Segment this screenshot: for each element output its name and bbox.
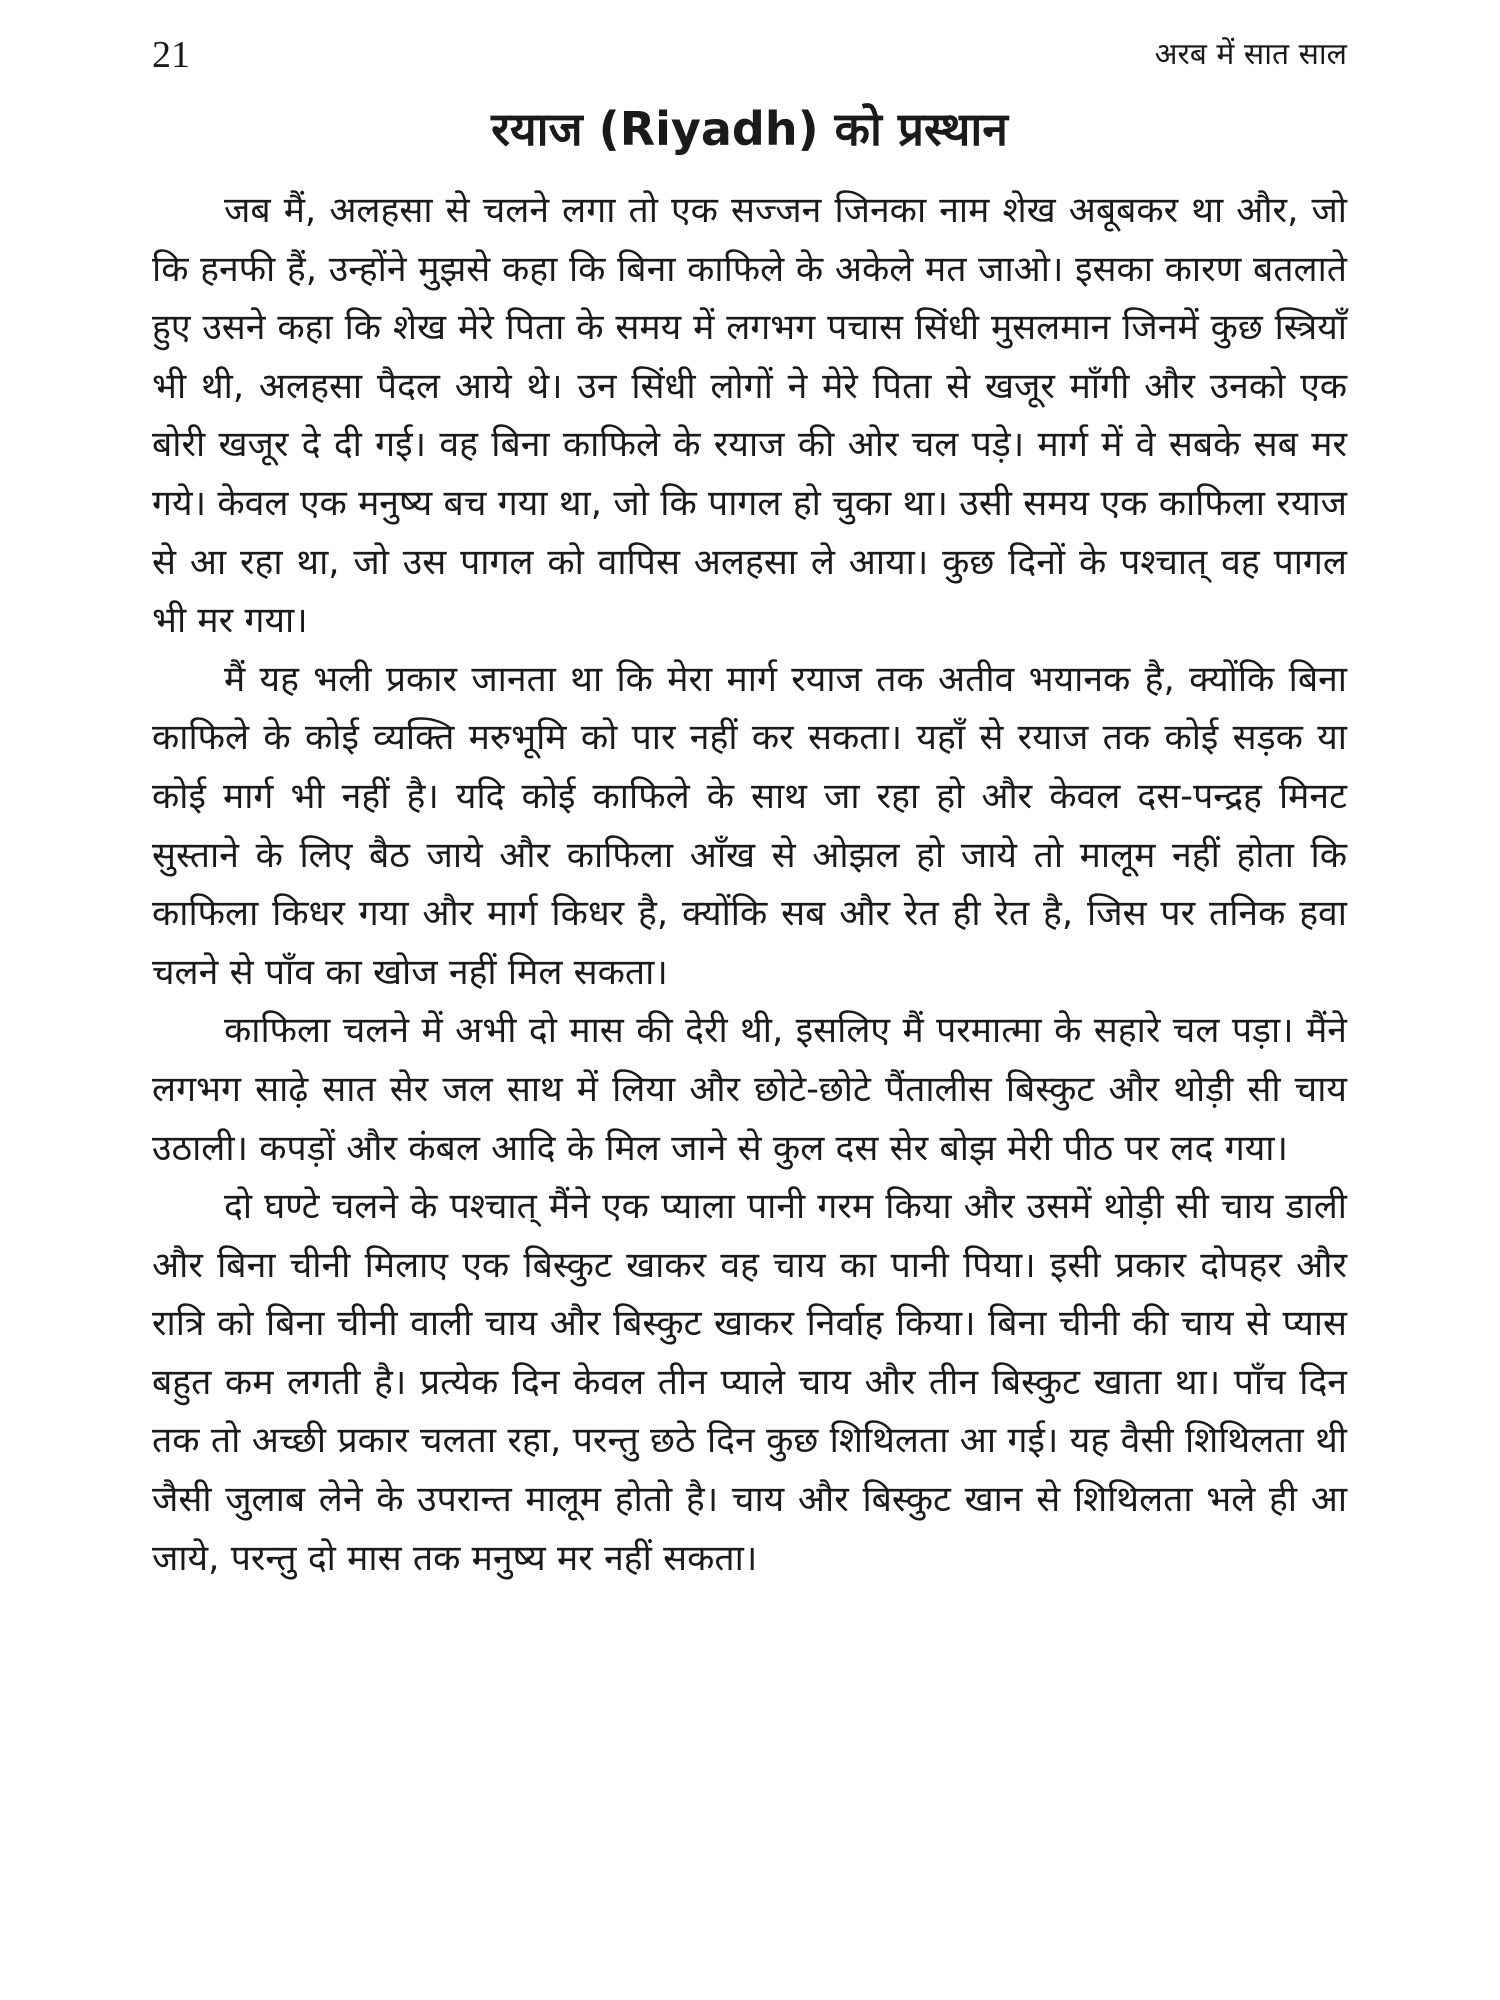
paragraph: काफिला चलने में अभी दो मास की देरी थी, इसलिए मैं परमात्मा के सहारे चल पड़ा। मैंने लगभग साढ़े सात सेर जल साथ में लिया और छोटे-छोटे पैंतालीस बिस्कुट और थोड़ी सी चाय उठाली। कपड़ों और कंबल आदि के मिल जाने से कुल दस सेर बोझ मेरी पीठ पर लद गया।	[152, 1010, 1347, 1169]
chapter-title: रयाज (Riyadh) को प्रस्थान	[491, 102, 1008, 156]
paragraph: मैं यह भली प्रकार जानता था कि मेरा मार्ग रयाज तक अतीव भयानक है, क्योंकि बिना काफिले के कोई व्यक्ति मरुभूमि को पार नहीं कर सकता। यहाँ से रयाज तक कोई सड़क या कोई मार्ग भी नहीं है। यदि कोई काफिले के साथ जा रहा हो और केवल दस-पन्द्रह मिनट सुस्ताने के लिए बैठ जाये और काफिला आँख से ओझल हो जाये तो मालूम नहीं होता कि काफिला किधर गया और मार्ग किधर है, क्योंकि सब और रेत ही रेत है, जिस पर तनिक हवा चलने से पाँव का खोज नहीं मिल सकता।	[152, 658, 1347, 993]
page-number: 21	[152, 34, 190, 76]
book-title: अरब में सात साल	[1154, 37, 1347, 72]
page-header	[152, 30, 1347, 80]
paragraph: जब मैं, अलहसा से चलने लगा तो एक सज्जन जिनका नाम शेख अबूबकर था और, जो कि हनफी हैं, उन्होंने मुझसे कहा कि बिना काफिले के अकेले मत जाओ। इसका कारण बतलाते हुए उसने कहा कि शेख मेरे पिता के समय में लगभग पचास सिंधी मुसलमान जिनमें कुछ स्त्रियाँ भी थी, अलहसा पैदल आये थे। उन सिंधी लोगों ने मेरे पिता से खजूर माँगी और उनको एक बोरी खजूर दे दी गई। वह बिना काफिले के रयाज की ओर चल पड़े। मार्ग में वे सबके सब मर गये। केवल एक मनुष्य बच गया था, जो कि पागल हो चुका था। उसी समय एक काफिला रयाज से आ रहा था, जो उस पागल को वापिस अलहसा ले आया। कुछ दिनों के पश्चात् वह पागल भी मर गया।	[152, 190, 1347, 642]
body-text	[152, 182, 1347, 1588]
paragraph: दो घण्टे चलने के पश्चात् मैंने एक प्याला पानी गरम किया और उसमें थोड़ी सी चाय डाली और बिना चीनी मिलाए एक बिस्कुट खाकर वह चाय का पानी पिया। इसी प्रकार दोपहर और रात्रि को बिना चीनी वाली चाय और बिस्कुट खाकर निर्वाह किया। बिना चीनी की चाय से प्यास बहुत कम लगती है। प्रत्येक दिन केवल तीन प्याले चाय और तीन बिस्कुट खाता था। पाँच दिन तक तो अच्छी प्रकार चलता रहा, परन्तु छठे दिन कुछ शिथिलता आ गई। यह वैसी शिथिलता थी जैसी जुलाब लेने के उपरान्त मालूम होतो है। चाय और बिस्कुट खान से शिथिलता भले ही आ जाये, परन्तु दो मास तक मनुष्य मर नहीं सकता।	[152, 1186, 1347, 1579]
